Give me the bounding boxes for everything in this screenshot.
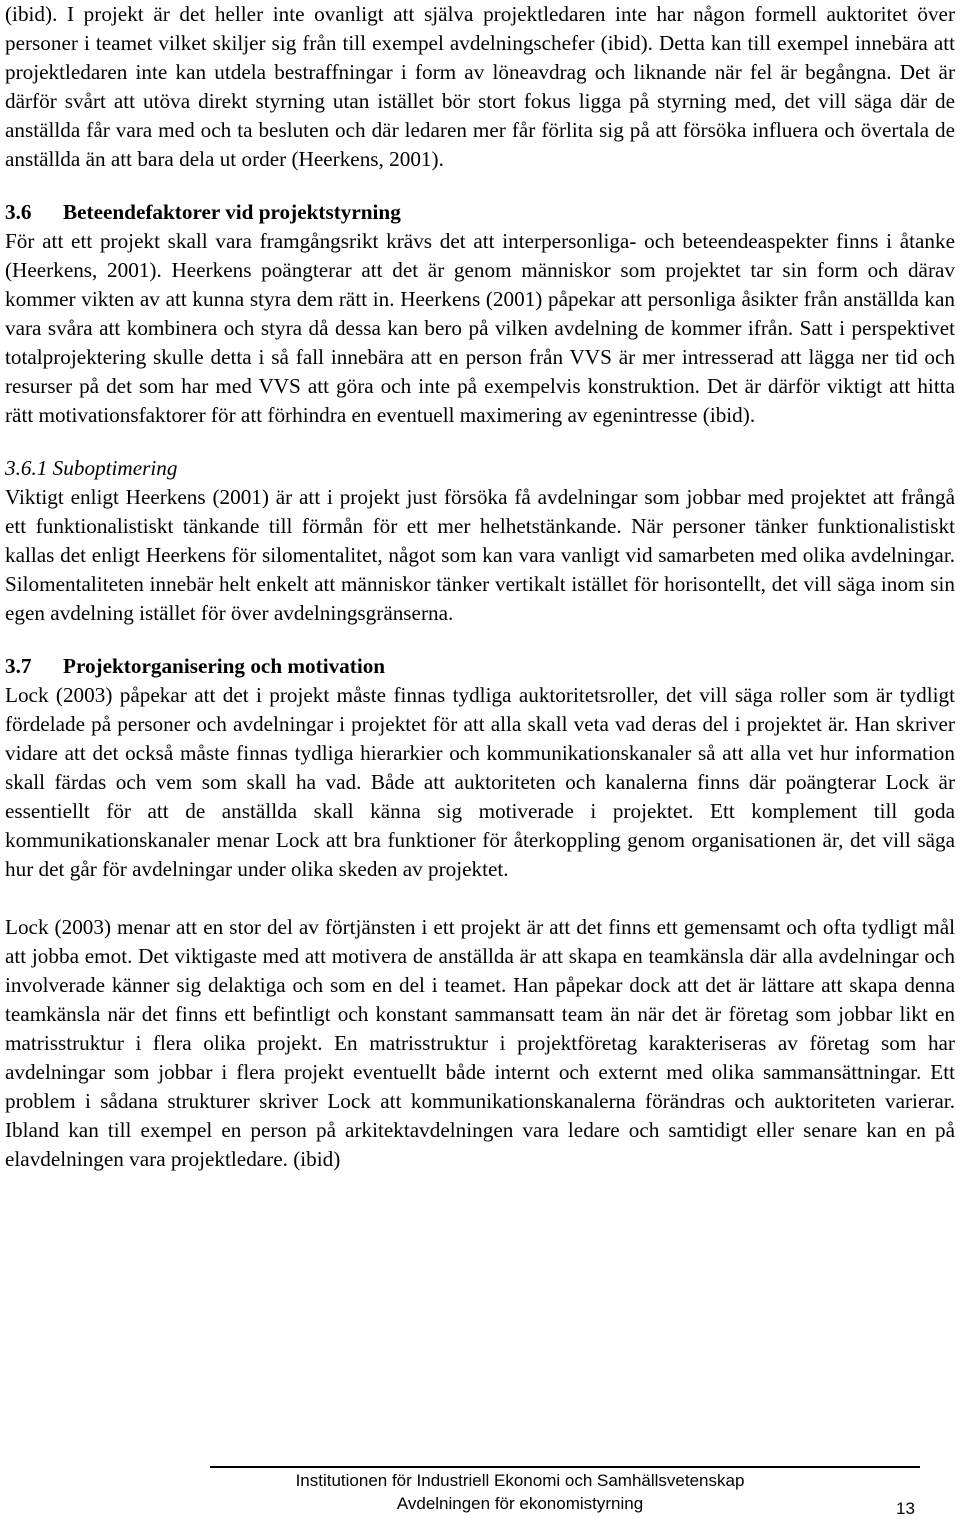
footer-institution: Institutionen för Industriell Ekonomi och Samhällsvetenskap [295, 1471, 745, 1490]
section-3-7-paragraph-1: Lock (2003) påpekar att det i projekt måste finnas tydliga auktoritetsroller, det vill säga roller som är tydligt fördelade på personer och avdelningar i projektet för att alla skall veta vad deras del i projektet är. Han skriver vidare att det också måste finnas tydliga hierarkier och kommunikationskanaler så att alla vet hur information skall färdas och vem som skall ha vad. Både att auktoriteten och kanalerna finns där poängterar Lock är essentiellt för att de anställda skall känna sig motiverade i projektet. Ett komplement till goda kommunikationskanaler menar Lock att bra funktioner för återkoppling genom organisationen är, det vill säga hur det går för avdelningar under olika skeden av projektet. [5, 683, 955, 881]
footer-divider [210, 1466, 920, 1468]
section-3-7-paragraph-2: Lock (2003) menar att en stor del av förtjänsten i ett projekt är att det finns ett gemensamt och ofta tydligt mål att jobba emot. Det viktigaste med att motivera de anställda är att skapa en teamkänsla där alla avdelningar och involverade känner sig delaktiga och som en del i teamet. Han påpekar dock att det är lättare att skapa denna teamkänsla när det finns ett befintligt och konstant sammansatt team än när det är företag som jobbar likt en matrisstruktur i flera olika projekt. En matrisstruktur i projektföretag karakteriseras av företag som har avdelningar som jobbar i flera projekt eventuellt både internt och externt med olika sammansättningar. Ett problem i sådana strukturer skriver Lock att kommunikationskanalerna förändras och auktoriteten varierar. Ibland kan till exempel en person på arkitektavdelningen vara ledare och samtidigt eller senare kan en på elavdelningen vara projektledare. (ibid) [5, 915, 955, 1171]
section-title: Beteendefaktorer vid projektstyrning [63, 200, 401, 224]
page-number: 13 [896, 1499, 915, 1518]
intro-paragraph: (ibid). I projekt är det heller inte ovanligt att själva projektledaren inte har någon formell auktoritet över personer i teamet vilket skiljer sig från till exempel avdelningschefer (ibid). Detta kan till exempel innebära att projektledaren inte kan utdela bestraffningar i form av löneavdrag och liknande när fel är begångna. Det är därför svårt att utöva direkt styrning utan istället bör stort fokus ligga på styrning med, det vill säga där de anställda får vara med och ta besluten och där ledaren mer får förlita sig på att försöka influera och övertala de anställda än att bara dela ut order (Heerkens, 2001). [5, 2, 955, 171]
section-3-6-heading [5, 198, 955, 227]
section-3-6-paragraph: För att ett projekt skall vara framgångsrikt krävs det att interpersonliga- och beteendeaspekter finns i åtanke (Heerkens, 2001). Heerkens poängterar att det är genom människor som projektet tar sin form och därav kommer vikten av att kunna styra dem rätt in. Heerkens (2001) påpekar att personliga åsikter från anställda kan vara svåra att kombinera och styra då dessa kan bero på vilken avdelning de kommer ifrån. Satt i perspektivet totalprojektering skulle detta i så fall innebära att en person från VVS är mer intresserad att lägga ner tid och resurser på det som har med VVS att göra och inte på exempelvis konstruktion. Det är därför viktigt att hitta rätt motivationsfaktorer för att förhindra en eventuell maximering av egenintresse (ibid). [5, 229, 955, 427]
section-3-7-heading [5, 652, 955, 681]
document-page [5, 0, 955, 1174]
section-3-6-1-paragraph: Viktigt enligt Heerkens (2001) är att i projekt just försöka få avdelningar som jobbar med projektet att frångå ett funktionalistiskt tänkande till förmån för ett mer helhetstänkande. När personer tänker funktionalistiskt kallas det enligt Heerkens för silomentalitet, något som kan vara vanligt vid samarbeten med olika avdelningar. Silomentaliteten innebär helt enkelt att människor tänker vertikalt istället för horisontellt, det vill säga inom sin egen avdelning istället för över avdelningsgränserna. [5, 485, 955, 625]
section-number: 3.7 [5, 654, 32, 678]
footer-department: Avdelningen för ekonomistyrning [396, 1494, 644, 1513]
section-title: Projektorganisering och motivation [63, 654, 386, 678]
section-3-6-1-heading: 3.6.1 Suboptimering [5, 456, 178, 480]
section-number: 3.6 [5, 200, 32, 224]
